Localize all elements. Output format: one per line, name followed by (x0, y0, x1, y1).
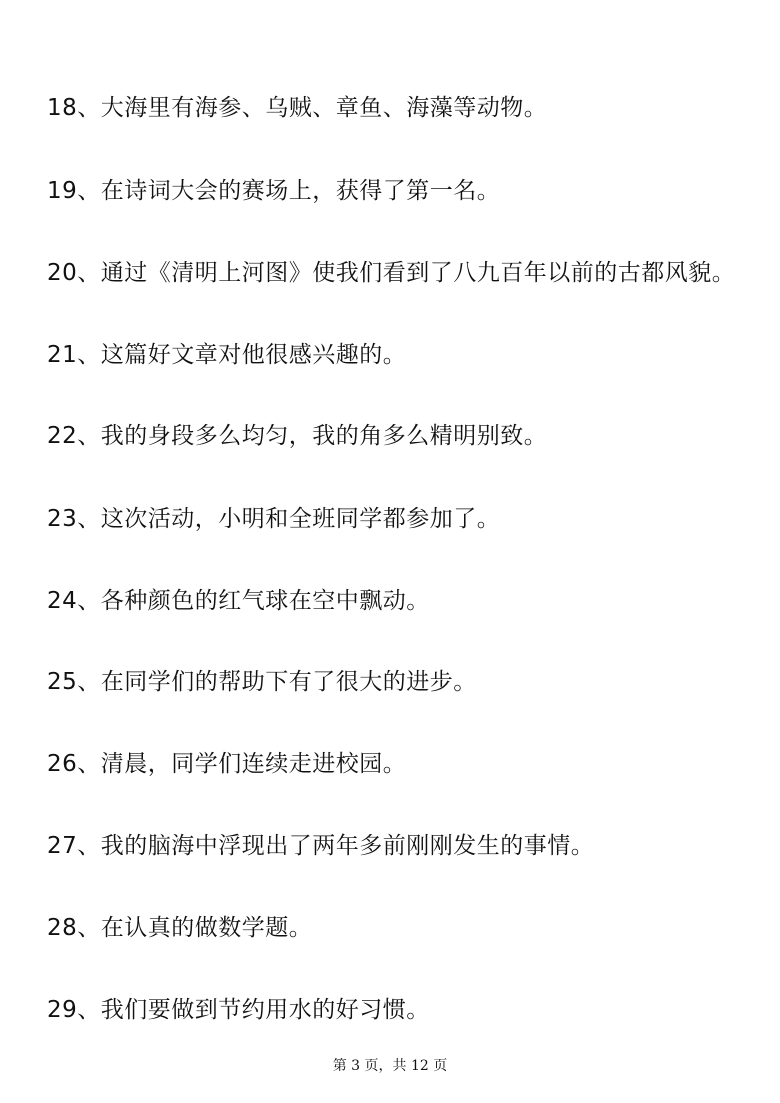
sentence-item-21: 21、这篇好文章对他很感兴趣的。 (47, 342, 407, 368)
sentence-item-27: 27、我的脑海中浮现出了两年多前刚刚发生的事情。 (47, 833, 595, 859)
sentence-item-24: 24、各种颜色的红气球在空中飘动。 (47, 588, 430, 614)
sentence-item-29: 29、我们要做到节约用水的好习惯。 (47, 997, 430, 1023)
page-number-footer: 第 3 页，共 12 页 (332, 1058, 448, 1074)
sentence-item-25: 25、在同学们的帮助下有了很大的进步。 (47, 669, 477, 695)
sentence-item-22: 22、我的身段多么均匀，我的角多么精明别致。 (47, 423, 548, 449)
sentence-item-20: 20、通过《清明上河图》使我们看到了八九百年以前的古都风貌。 (47, 260, 736, 286)
sentence-item-28: 28、在认真的做数学题。 (47, 915, 313, 941)
sentence-item-18: 18、大海里有海参、乌贼、章鱼、海藻等动物。 (47, 95, 548, 121)
sentence-item-19: 19、在诗词大会的赛场上，获得了第一名。 (47, 178, 501, 204)
sentence-item-23: 23、这次活动，小明和全班同学都参加了。 (47, 506, 501, 532)
sentence-item-26: 26、清晨，同学们连续走进校园。 (47, 751, 407, 777)
